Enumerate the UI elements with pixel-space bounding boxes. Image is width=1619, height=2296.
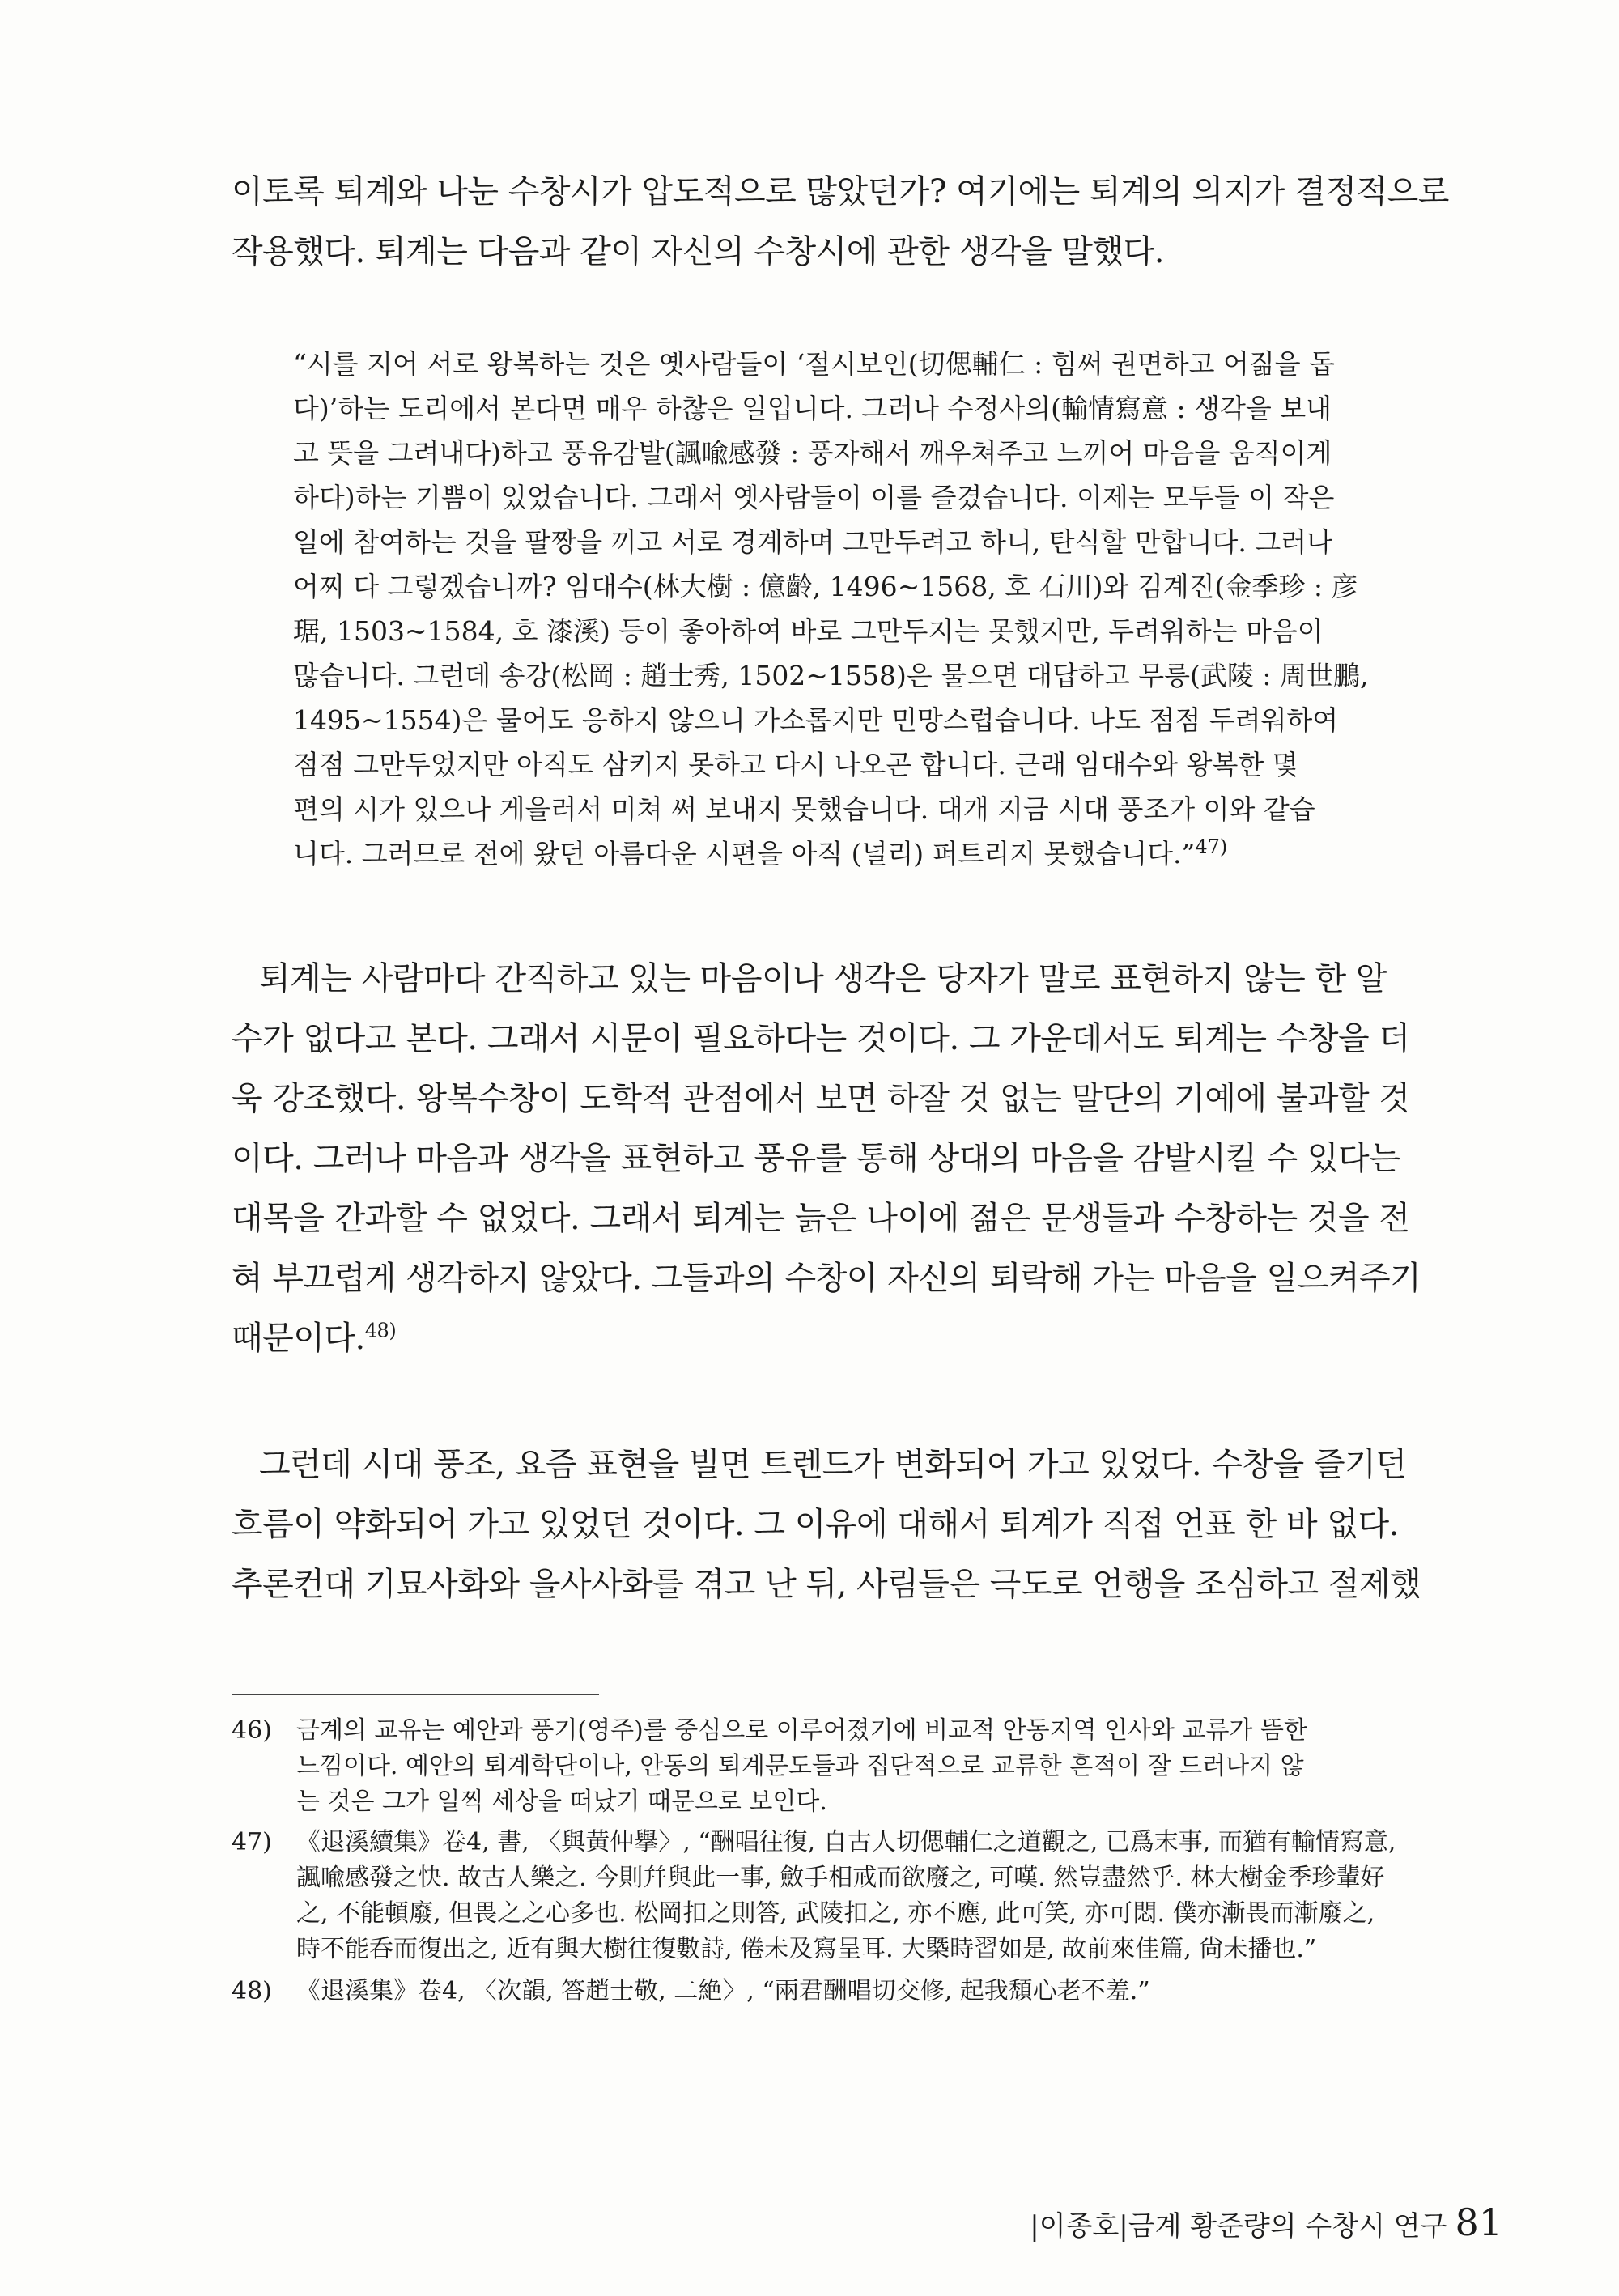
footnote-text: 《退溪續集》卷4, 書, 〈與黃仲擧〉, “酬唱往復, 自古人切偲輔仁之道觀之, 已爲末事, 而猶有輸情寫意,	[296, 1828, 1396, 1856]
page-number: 81	[1455, 2200, 1502, 2244]
footnote-line: 諷喩感發之快. 故古人樂之. 今則幷與此一事, 斂手相戒而欲廢之, 可嘆. 然豈盡然乎. 林大樹金季珍輩好	[296, 1864, 1385, 1892]
footnote-line: 時不能呑而復出之, 近有與大樹往復數詩, 倦未及寫呈耳. 大槩時習如是, 故前來佳篇, 尙未播也.”	[296, 1935, 1317, 1963]
text-line: 대목을 간과할 수 없었다. 그래서 퇴계는 늙은 나이에 젊은 문생들과 수창하는 것을 전	[232, 1200, 1410, 1237]
footnote-line	[232, 1713, 1502, 1749]
text-line: 수가 없다고 본다. 그래서 시문이 필요하다는 것이다. 그 가운데서도 퇴계는 수창을 더	[232, 1020, 1410, 1057]
footnote-number: 48)	[232, 1977, 272, 2005]
text-line	[232, 1308, 1502, 1368]
footnote-48	[232, 1974, 1502, 2009]
text-line: 혀 부끄럽게 생각하지 않았다. 그들과의 수창이 자신의 퇴락해 가는 마음을 일으켜주기	[232, 1260, 1421, 1297]
text-line-end: 때문이다.	[232, 1320, 365, 1357]
footnote-separator	[232, 1694, 599, 1695]
text-line: 이다. 그러나 마음과 생각을 표현하고 풍유를 통해 상대의 마음을 감발시킬 수 있다는	[232, 1140, 1400, 1177]
quote-line: 1495~1554)은 물어도 응하지 않으니 가소롭지만 민망스럽습니다. 나도 점점 두려워하여	[293, 704, 1339, 736]
text-line: 추론컨대 기묘사화와 을사사화를 겪고 난 뒤, 사림들은 극도로 언행을 조심하고 절제했	[232, 1566, 1421, 1603]
quote-line: 어찌 다 그렇겠습니까? 임대수(林大樹 : 億齡, 1496~1568, 호 石川)와 김계진(金季珍 : 彦	[293, 571, 1358, 602]
body-paragraph-3	[232, 1435, 1502, 1614]
footnote-line	[232, 1825, 1502, 1860]
text-line: 작용했다. 퇴계는 다음과 같이 자신의 수창시에 관한 생각을 말했다.	[232, 233, 1164, 270]
running-head-text: |이종호|금계 황준량의 수창시 연구	[1030, 2210, 1447, 2243]
footnote-text: 금계의 교유는 예안과 풍기(영주)를 중심으로 이루어졌기에 비교적 안동지역 인사와 교류가 뜸한	[296, 1716, 1307, 1745]
footnote-line: 之, 不能頓廢, 但畏之之心多也. 松岡扣之則答, 武陵扣之, 亦不應, 此可笑, 亦可悶. 僕亦漸畏而漸廢之,	[296, 1899, 1375, 1928]
text-line: 흐름이 약화되어 가고 있었던 것이다. 그 이유에 대해서 퇴계가 직접 언표 한 바 없다.	[232, 1506, 1399, 1543]
quote-last-text: 니다. 그러므로 전에 왔던 아름다운 시편을 아직 (널리) 퍼트리지 못했습니다.”	[293, 838, 1196, 870]
footnote-line: 느낌이다. 예안의 퇴계학단이나, 안동의 퇴계문도들과 집단적으로 교류한 흔적이 잘 드러나지 않	[296, 1752, 1304, 1780]
quote-line: 다)’하는 도리에서 본다면 매우 하찮은 일입니다. 그러나 수정사의(輸情寫意 : 생각을 보내	[293, 393, 1332, 424]
footnote-line: 는 것은 그가 일찍 세상을 떠났기 때문으로 보인다.	[296, 1788, 827, 1816]
footnote-number: 46)	[232, 1716, 272, 1745]
quote-line: 많습니다. 그런데 송강(松岡 : 趙士秀, 1502~1558)은 물으면 대답하고 무릉(武陵 : 周世鵬,	[293, 660, 1369, 691]
footnote-47	[232, 1825, 1502, 1967]
quote-line	[293, 831, 1443, 876]
quote-line: 고 뜻을 그려내다)하고 풍유감발(諷喩感發 : 풍자해서 깨우쳐주고 느끼어 마음을 움직이게	[293, 437, 1332, 469]
text-line: 그런데 시대 풍조, 요즘 표현을 빌면 트렌드가 변화되어 가고 있었다. 수창을 즐기던	[259, 1446, 1407, 1483]
footnote-46	[232, 1713, 1502, 1820]
quote-line: 일에 참여하는 것을 팔짱을 끼고 서로 경계하며 그만두려고 하니, 탄식할 만합니다. 그러나	[293, 526, 1332, 558]
quote-line: 점점 그만두었지만 아직도 삼키지 못하고 다시 나오곤 합니다. 근래 임대수와 왕복한 몇	[293, 749, 1298, 780]
body-paragraph-1	[232, 162, 1502, 282]
quote-line: 하다)하는 기쁨이 있었습니다. 그래서 옛사람들이 이를 즐겼습니다. 이제는 모두들 이 작은	[293, 482, 1335, 513]
footnote-line	[232, 1974, 1502, 2009]
footnote-number: 47)	[232, 1828, 272, 1856]
footnote-ref-47: 47)	[1195, 835, 1228, 858]
quote-line: 편의 시가 있으나 게을러서 미쳐 써 보내지 못했습니다. 대개 지금 시대 풍조가 이와 같습	[293, 793, 1315, 825]
running-head	[955, 2200, 1502, 2244]
footnote-text: 《退溪集》卷4, 〈次韻, 答趙士敬, 二絶〉, “兩君酬唱切交修, 起我頹心老不羞.”	[296, 1977, 1150, 2005]
footnote-ref-48: 48)	[364, 1319, 397, 1342]
text-line: 이토록 퇴계와 나눈 수창시가 압도적으로 많았던가? 여기에는 퇴계의 의지가 결정적으로	[232, 173, 1449, 210]
text-line: 욱 강조했다. 왕복수창이 도학적 관점에서 보면 하잘 것 없는 말단의 기예에 불과할 것	[232, 1080, 1410, 1117]
text-line: 퇴계는 사람마다 간직하고 있는 마음이나 생각은 당자가 말로 표현하지 않는 한 알	[259, 960, 1387, 997]
body-paragraph-2	[232, 949, 1502, 1368]
quote-line: 琚, 1503~1584, 호 漆溪) 등이 좋아하여 바로 그만두지는 못했지만, 두려워하는 마음이	[293, 615, 1324, 647]
block-quote	[293, 342, 1443, 876]
quote-line: “시를 지어 서로 왕복하는 것은 옛사람들이 ‘절시보인(切偲輔仁 : 힘써 권면하고 어짊을 돕	[293, 348, 1335, 380]
